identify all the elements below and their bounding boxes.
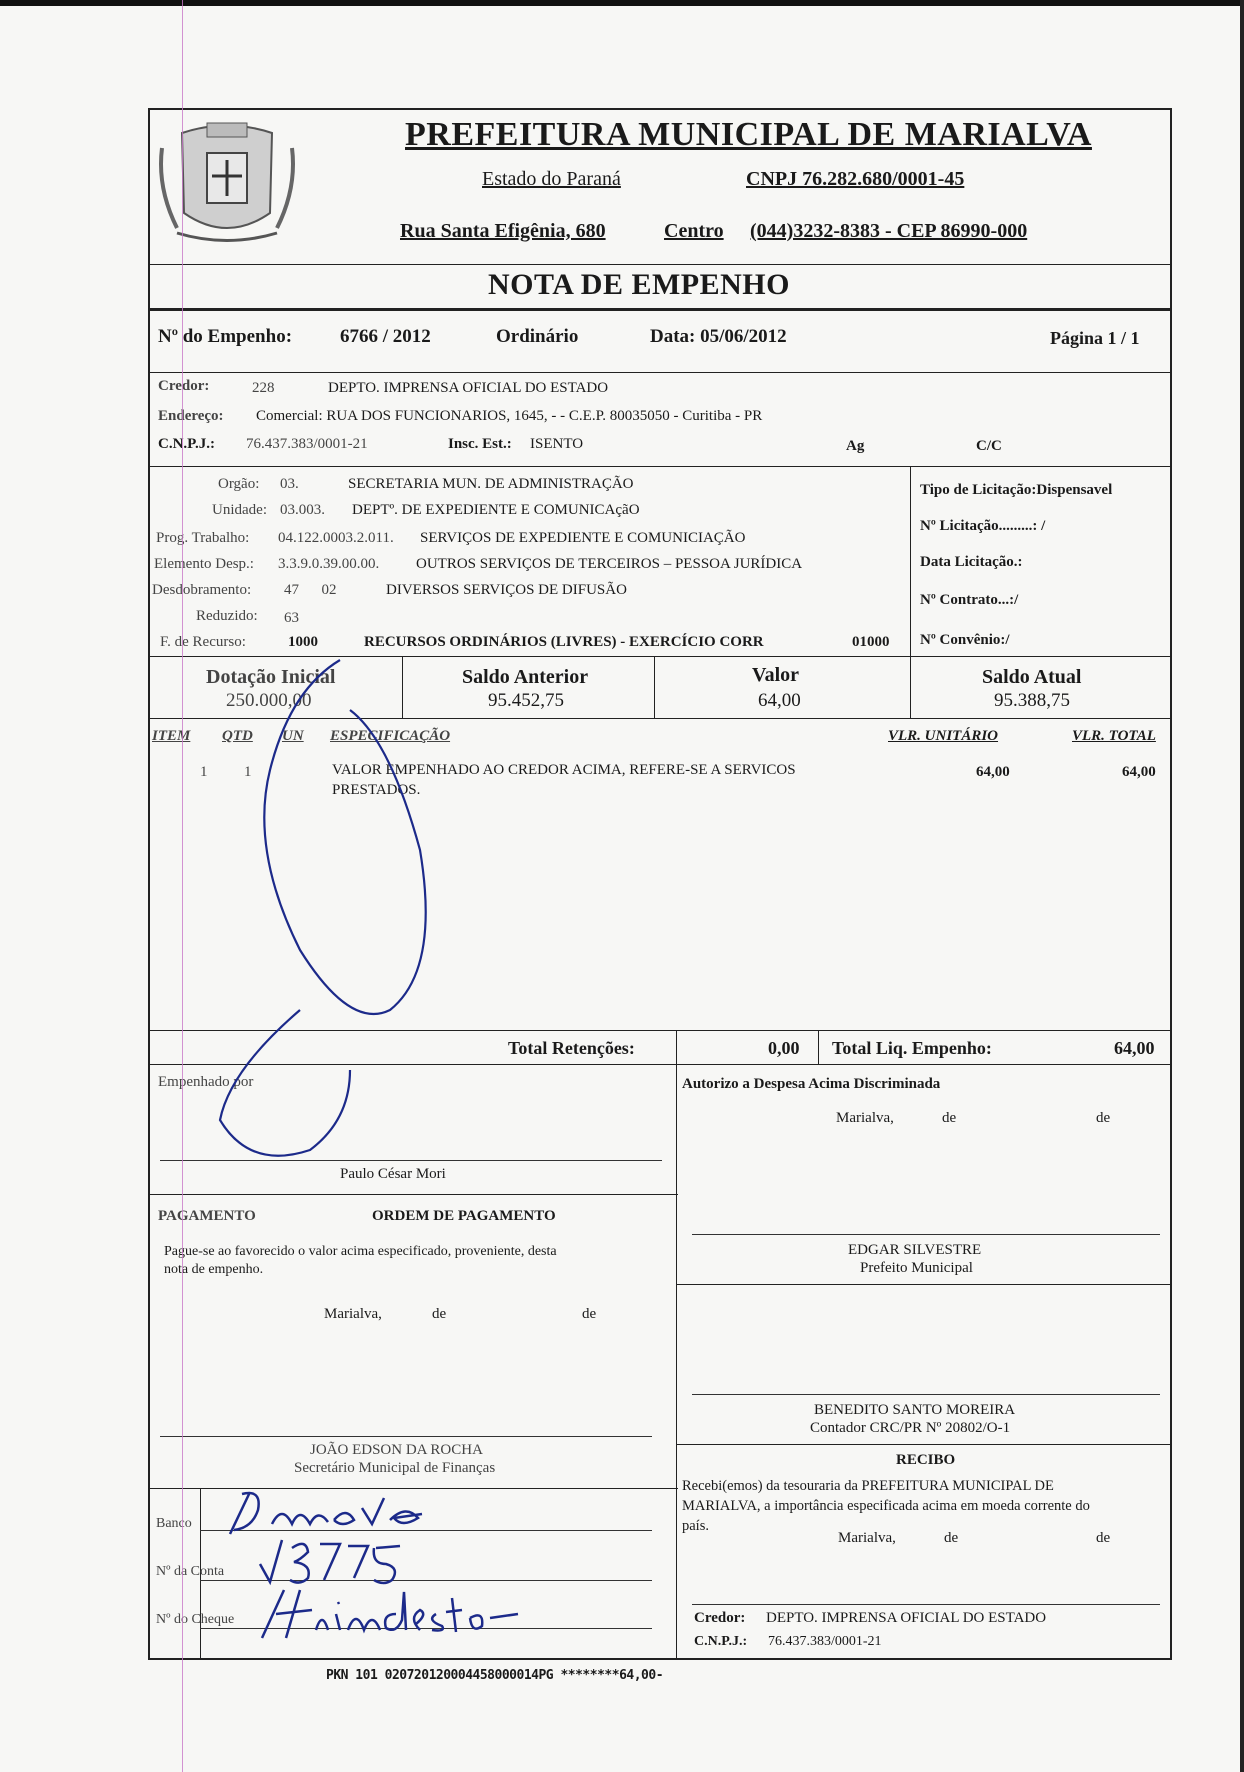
pagamento-text-line2: nota de empenho. bbox=[164, 1262, 264, 1277]
recibo-place: Marialva, bbox=[838, 1530, 896, 1546]
reduzido-label: Reduzido: bbox=[196, 608, 258, 624]
divider bbox=[676, 1284, 1172, 1285]
espec-col-header: ESPECIFICAÇÃO bbox=[330, 728, 451, 744]
column-divider bbox=[910, 656, 911, 718]
prefeito-name: EDGAR SILVESTRE bbox=[848, 1242, 982, 1258]
recibo-de2: de bbox=[1096, 1530, 1111, 1546]
empenho-type: Ordinário bbox=[496, 326, 579, 347]
insc-value: ISENTO bbox=[530, 436, 584, 452]
prog-trabalho-label: Prog. Trabalho: bbox=[156, 530, 250, 546]
street-address: Rua Santa Efigênia, 680 bbox=[400, 220, 606, 242]
divider bbox=[148, 466, 1172, 467]
vlr-unit-col-header: VLR. UNITÁRIO bbox=[888, 728, 999, 744]
divider bbox=[676, 1444, 1172, 1445]
orgao-label: Orgão: bbox=[218, 476, 260, 492]
scan-margin-line bbox=[182, 0, 183, 1772]
contador-role: Contador CRC/PR Nº 20802/O-1 bbox=[810, 1420, 1011, 1436]
retencoes-label: Total Retenções: bbox=[508, 1038, 635, 1058]
divider bbox=[148, 264, 1172, 265]
credor-code: 228 bbox=[252, 380, 275, 396]
recibo-cnpj-label: C.N.P.J.: bbox=[694, 1634, 748, 1649]
empenhado-label: Empenhado por bbox=[158, 1074, 254, 1090]
divider bbox=[148, 372, 1172, 373]
signature-line bbox=[692, 1394, 1160, 1395]
credor-cnpj: 76.437.383/0001-21 bbox=[246, 436, 368, 452]
prefeito-role: Prefeito Municipal bbox=[860, 1260, 973, 1276]
tipo-licitacao: Tipo de Licitação:Dispensavel bbox=[920, 482, 1113, 498]
credor-label: Credor: bbox=[158, 378, 210, 394]
ordem-pagamento-title: ORDEM DE PAGAMENTO bbox=[372, 1208, 556, 1224]
item-col-header: ITEM bbox=[152, 728, 191, 744]
item-unit-value: 64,00 bbox=[976, 764, 1010, 780]
retencoes-value: 0,00 bbox=[768, 1038, 800, 1058]
recibo-credor-label: Credor: bbox=[694, 1610, 746, 1626]
cnpj-label: C.N.P.J.: bbox=[158, 436, 215, 452]
footer-code: PKN 101 020720120004458000014PG ********64,00- bbox=[326, 1668, 664, 1683]
empenho-label: Nº do Empenho: bbox=[158, 326, 293, 347]
column-divider bbox=[676, 1064, 677, 1658]
saldo-atual-label: Saldo Atual bbox=[982, 666, 1082, 688]
signature-line bbox=[692, 1234, 1160, 1235]
scan-right-edge bbox=[1240, 0, 1244, 1772]
conta-label: Nº da Conta bbox=[156, 1564, 225, 1579]
unidade-label: Unidade: bbox=[212, 502, 267, 518]
unidade-desc: DEPTº. DE EXPEDIENTE E COMUNICAçãO bbox=[352, 502, 640, 518]
recibo-line2: MARIALVA, a importância especificada acima em moeda corrente do bbox=[682, 1498, 1090, 1514]
coat-of-arms-icon bbox=[152, 118, 302, 248]
item-number: 1 bbox=[200, 764, 208, 780]
saldo-anterior-value: 95.452,75 bbox=[488, 690, 564, 711]
credor-address: Comercial: RUA DOS FUNCIONARIOS, 1645, - - C.E.P. 80035050 - Curitiba - PR bbox=[256, 408, 763, 424]
financas-signer-role: Secretário Municipal de Finanças bbox=[294, 1460, 496, 1476]
column-divider bbox=[910, 466, 911, 658]
column-divider bbox=[818, 1030, 819, 1064]
cc-label: C/C bbox=[976, 438, 1002, 454]
empenhado-name: Paulo César Mori bbox=[340, 1166, 446, 1182]
reduzido-code: 63 bbox=[284, 610, 299, 626]
state-name: Estado do Paraná bbox=[482, 168, 621, 190]
empenho-date: Data: 05/06/2012 bbox=[650, 326, 787, 347]
prog-trabalho-desc: SERVIÇOS DE EXPEDIENTE E COMUNICIAÇÃO bbox=[420, 530, 746, 546]
item-total-value: 64,00 bbox=[1122, 764, 1156, 780]
item-desc-line1: VALOR EMPENHADO AO CREDOR ACIMA, REFERE-SE A SERVICOS bbox=[332, 762, 796, 778]
recibo-line3: país. bbox=[682, 1518, 709, 1534]
signature-line bbox=[160, 1436, 652, 1437]
recibo-line1: Recebi(emos) da tesouraria da PREFEITURA MUNICIPAL DE bbox=[682, 1478, 1054, 1494]
divider bbox=[148, 308, 1172, 311]
conta-handwriting bbox=[256, 1534, 426, 1588]
recibo-title: RECIBO bbox=[896, 1452, 956, 1468]
orgao-code: 03. bbox=[280, 476, 299, 492]
credor-name: DEPTO. IMPRENSA OFICIAL DO ESTADO bbox=[328, 380, 609, 396]
desdobramento-code: 47 02 bbox=[284, 582, 337, 598]
divider bbox=[148, 1194, 678, 1195]
cheque-handwriting bbox=[256, 1584, 526, 1646]
numero-licitacao: Nº Licitação.........: / bbox=[920, 518, 1046, 534]
pagamento-label: PAGAMENTO bbox=[158, 1208, 256, 1224]
elemento-label: Elemento Desp.: bbox=[154, 556, 254, 572]
endereco-label: Endereço: bbox=[158, 408, 224, 424]
cnpj-header: CNPJ 76.282.680/0001-45 bbox=[746, 168, 965, 190]
cheque-label: Nº do Cheque bbox=[156, 1612, 235, 1627]
column-divider bbox=[676, 1030, 677, 1064]
pagamento-place: Marialva, bbox=[324, 1306, 382, 1322]
scan-top-edge bbox=[0, 0, 1244, 6]
desdobramento-desc: DIVERSOS SERVIÇOS DE DIFUSÃO bbox=[386, 582, 627, 598]
saldo-anterior-label: Saldo Anterior bbox=[462, 666, 589, 688]
liq-value: 64,00 bbox=[1114, 1038, 1155, 1058]
recurso-label: F. de Recurso: bbox=[160, 634, 246, 650]
contador-name: BENEDITO SANTO MOREIRA bbox=[814, 1402, 1016, 1418]
vlr-total-col-header: VLR. TOTAL bbox=[1072, 728, 1156, 744]
recibo-de1: de bbox=[944, 1530, 959, 1546]
un-col-header: UN bbox=[282, 728, 304, 744]
recurso-desc: RECURSOS ORDINÁRIOS (LIVRES) - EXERCÍCIO CORR bbox=[364, 634, 764, 650]
empenho-number: 6766 / 2012 bbox=[340, 326, 431, 347]
recurso-code: 1000 bbox=[288, 634, 318, 650]
autorizo-de1: de bbox=[942, 1110, 957, 1126]
pen-signature-stroke bbox=[150, 650, 450, 1170]
district: Centro bbox=[664, 220, 724, 242]
orgao-desc: SECRETARIA MUN. DE ADMINISTRAÇÃO bbox=[348, 476, 634, 492]
pagamento-text-line1: Pague-se ao favorecido o valor acima especificado, proveniente, desta bbox=[164, 1244, 557, 1259]
autorizo-label: Autorizo a Despesa Acima Discriminada bbox=[682, 1076, 941, 1092]
ag-label: Ag bbox=[846, 438, 865, 454]
dotacao-inicial-value: 250.000,00 bbox=[226, 690, 312, 711]
desdobramento-label: Desdobramento: bbox=[152, 582, 252, 598]
qtd-col-header: QTD bbox=[222, 728, 253, 744]
recibo-credor-name: DEPTO. IMPRENSA OFICIAL DO ESTADO bbox=[766, 1610, 1047, 1626]
banco-label: Banco bbox=[156, 1516, 192, 1531]
autorizo-place: Marialva, bbox=[836, 1110, 894, 1126]
valor-value: 64,00 bbox=[758, 690, 801, 711]
insc-label: Insc. Est.: bbox=[448, 436, 512, 452]
item-qty: 1 bbox=[244, 764, 252, 780]
numero-convenio: Nº Convênio:/ bbox=[920, 632, 1010, 648]
dotacao-inicial-label: Dotação Inicial bbox=[206, 666, 336, 688]
unidade-code: 03.003. bbox=[280, 502, 325, 518]
recibo-cnpj: 76.437.383/0001-21 bbox=[768, 1634, 882, 1649]
liq-label: Total Liq. Empenho: bbox=[832, 1038, 992, 1058]
prog-trabalho-code: 04.122.0003.2.011. bbox=[278, 530, 394, 546]
item-desc-line2: PRESTADOS. bbox=[332, 782, 421, 798]
phone-cep: (044)3232-8383 - CEP 86990-000 bbox=[750, 220, 1028, 242]
page-number: Página 1 / 1 bbox=[1050, 328, 1140, 348]
data-licitacao: Data Licitação.: bbox=[920, 554, 1023, 570]
pagamento-de1: de bbox=[432, 1306, 447, 1322]
municipality-title: PREFEITURA MUNICIPAL DE MARIALVA bbox=[405, 116, 1092, 153]
document-title: NOTA DE EMPENHO bbox=[488, 268, 790, 301]
recurso-extra: 01000 bbox=[852, 634, 890, 650]
saldo-atual-value: 95.388,75 bbox=[994, 690, 1070, 711]
signature-line bbox=[692, 1604, 1160, 1605]
numero-contrato: Nº Contrato...:/ bbox=[920, 592, 1019, 608]
elemento-desc: OUTROS SERVIÇOS DE TERCEIROS – PESSOA JURÍDICA bbox=[416, 556, 803, 572]
financas-signer-name: JOÃO EDSON DA ROCHA bbox=[310, 1442, 483, 1458]
pagamento-de2: de bbox=[582, 1306, 597, 1322]
valor-label: Valor bbox=[752, 664, 800, 686]
column-divider bbox=[654, 656, 655, 718]
elemento-code: 3.3.9.0.39.00.00. bbox=[278, 556, 380, 572]
autorizo-de2: de bbox=[1096, 1110, 1111, 1126]
